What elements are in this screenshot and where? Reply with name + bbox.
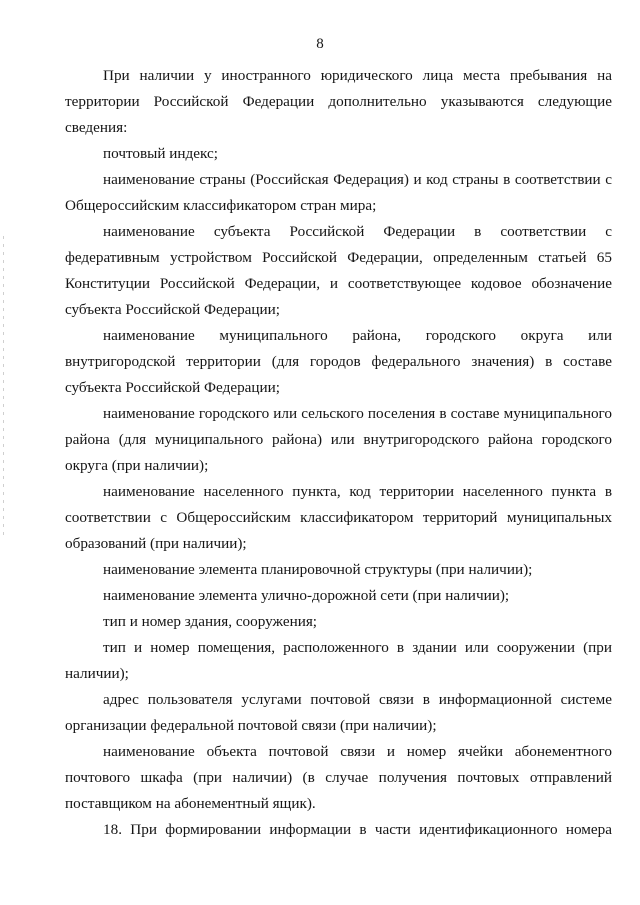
- list-item-street-network: наименование элемента улично-дорожной сети (при наличии);: [103, 587, 510, 604]
- paragraph-18: 18. При формировании информации в части идентификационного номера: [103, 821, 612, 838]
- list-item-planning-structure: наименование элемента планировочной структуры (при наличии);: [103, 561, 533, 578]
- list-item-settlement: наименование городского или сельского поселения в составе муниципального района (для муниципального района) или внутригородского района городского округа (при наличии);: [65, 405, 612, 474]
- list-item-postal-code: почтовый индекс;: [103, 145, 218, 162]
- paragraph-intro: При наличии у иностранного юридического лица места пребывания на территории Российской Федерации дополнительно указываются следующие сведения:: [65, 67, 612, 136]
- list-item-postal-user-address: адрес пользователя услугами почтовой связи в информационной системе организации федеральной почтовой связи (при наличии);: [65, 691, 612, 734]
- list-item-federal-subject: наименование субъекта Российской Федерации в соответствии с федеративным устройством Российской Федерации, определенным статьей 65 Конституции Российской Федерации, и соответствующее кодовое обозначение субъекта Российской Федерации;: [65, 223, 612, 318]
- list-item-locality: наименование населенного пункта, код территории населенного пункта в соответствии с Общероссийским классификатором территорий муниципальных образований (при наличии);: [65, 483, 612, 552]
- list-item-country: наименование страны (Российская Федерация) и код страны в соответствии с Общероссийским классификатором стран мира;: [65, 171, 612, 214]
- list-item-postal-box: наименование объекта почтовой связи и номер ячейки абонементного почтового шкафа (при наличии) (в случае получения почтовых отправлений поставщиком на абонементный ящик).: [65, 743, 612, 812]
- document-body: [65, 63, 612, 843]
- list-item-premises: тип и номер помещения, расположенного в здании или сооружении (при наличии);: [65, 639, 612, 682]
- list-item-municipal-district: наименование муниципального района, городского округа или внутригородской территории (для городов федерального значения) в составе субъекта Российской Федерации;: [65, 327, 612, 396]
- list-item-building: тип и номер здания, сооружения;: [103, 613, 318, 630]
- scan-edge-mark: [3, 236, 4, 536]
- page-number: 8: [316, 36, 324, 52]
